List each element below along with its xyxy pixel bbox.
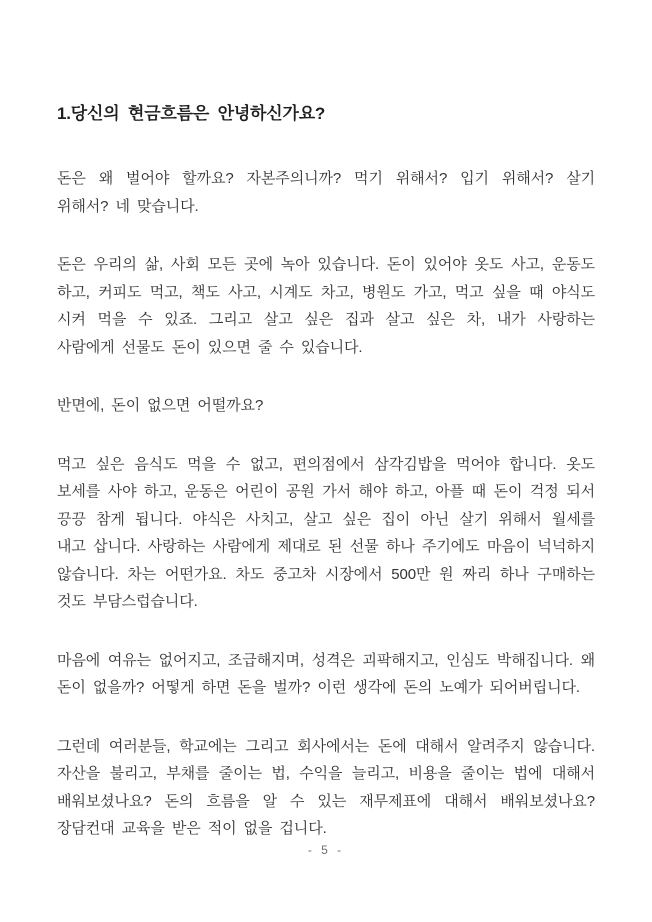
body-paragraph-4: 먹고 싶은 음식도 먹을 수 없고, 편의점에서 삼각김밥을 먹어야 합니다. 옷도 보세를 사야 하고, 운동은 어린이 공원 가서 해야 하고, 아플 때 돈이 걱정 되서 끙끙 참게 됩니다. 야식은 사치고, 살고 싶은 집이 아닌 살기 위해서 월세를 내고 삽니다. 사랑하는 사람에게 제대로 된 선물 하나 주기에도 마음이 넉넉하지 않습니다. 차는 어떤가요. 차도 중고차 시장에서 500만 원 짜리 하나 구매하는 것도 부담스럽습니다. (57, 455, 595, 610)
body-paragraph-3: 반면에, 돈이 없으면 어떨까요? (57, 397, 264, 414)
body-paragraph-1: 돈은 왜 벌어야 할까요? 자본주의니까? 먹기 위해서? 입기 위해서? 살기 위해서? 네 맞습니다. (57, 170, 595, 215)
body-paragraph-2: 돈은 우리의 삶, 사회 모든 곳에 녹아 있습니다. 돈이 있어야 옷도 사고, 운동도 하고, 커피도 먹고, 책도 사고, 시계도 차고, 병원도 가고, 먹고 싶을 때 야식도 시켜 먹을 수 있죠. 그리고 살고 싶은 집과 살고 싶은 차, 내가 사랑하는 사람에게 선물도 돈이 있으면 줄 수 있습니다. (57, 256, 595, 356)
page-title: 1.당신의 현금흐름은 안녕하신가요? (57, 104, 326, 123)
body-paragraph-6: 그런데 여러분들, 학교에는 그리고 회사에서는 돈에 대해서 알려주지 않습니다. 자산을 불리고, 부채를 줄이는 법, 수익을 늘리고, 비용을 줄이는 법에 대해서 배워보셨나요? 돈의 흐름을 알 수 있는 재무제표에 대해서 배워보셨나요? 장담컨대 교육을 받은 적이 없을 겁니다. (57, 737, 595, 837)
body-paragraph-5: 마음에 여유는 없어지고, 조급해지며, 성격은 괴팍해지고, 인심도 박해집니다. 왜 돈이 없을까? 어떻게 하면 돈을 벌까? 이런 생각에 돈의 노예가 되어버립니다. (57, 651, 595, 696)
page-number: - 5 - (307, 843, 345, 857)
